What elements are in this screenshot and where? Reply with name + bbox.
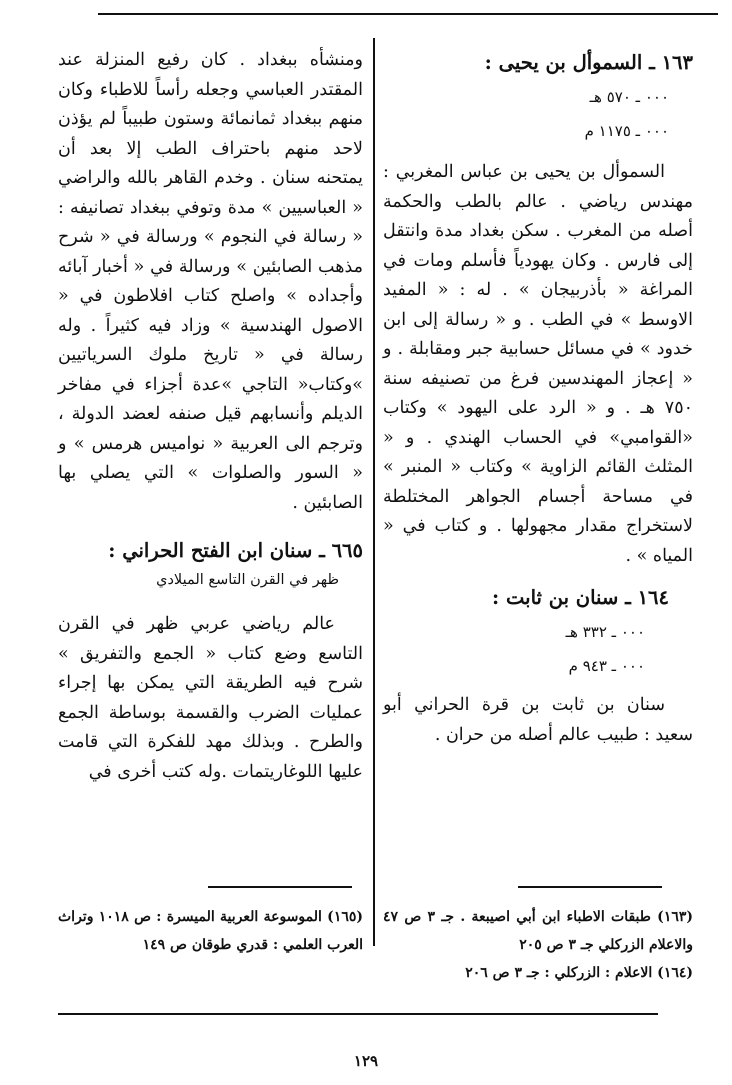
footnote-164: (١٦٤) الاعلام : الزركلي : جـ ٣ ص ٢٠٦ <box>465 965 693 981</box>
entry-163-date-hijri: ٠٠٠ ـ ٥٧٠ هـ <box>589 88 669 106</box>
entry-163-date-ad: ٠٠٠ ـ ١١٧٥ م <box>584 122 669 140</box>
column-divider <box>373 38 375 946</box>
entry-165-text: عالم رياضي عربي ظهر في القرن التاسع وضع كتاب « الجمع والتفريق » شرح فيه الطريقة التي يمكن بها إجراء عمليات الضرب والقسمة بوساطة الجمع والطرح . وبذلك مهد للفكرة التي قامت عليها اللوغاريتمات .وله كتب أخرى في <box>58 614 363 782</box>
entry-163-text: السموأل بن يحيى بن عباس المغربي : مهندس رياضي . عالم بالطب والحكمة أصله من المغرب . سكن بغداد مدة وانتقل إلى فارس . وكان يهودياً فأسلم ومات في المراغة « بأذربيجان » . له : « المفيد الاوسط » في الطب . و « رسالة إلى ابن خدود » في مسائل حسابية جبر ومقابلة . و « إعجاز المهندسين فرغ من تصنيفه سنة ٧٥٠ هـ . و « الرد على اليهود » وكتاب «القوامبي» في الحساب الهندي . و « المثلث القائم الزاوية » وكتاب « المنبر » في مساحة أجسام الجواهر المختلطة لاستخراج مقدار مجهولها . و كتاب في « المياه » . <box>383 162 693 566</box>
right-footnote-rule <box>518 886 662 888</box>
footnote-163: (١٦٣) طبقات الاطباء ابن أبي اصيبعة . جـ ٣ ص ٤٧ والاعلام الزركلي جـ ٣ ص ٢٠٥ <box>383 909 693 953</box>
entry-163 <box>383 46 693 571</box>
top-rule <box>98 13 718 15</box>
entry-164-date-hijri: ٠٠٠ ـ ٣٣٢ هـ <box>565 623 645 641</box>
entry-164-text: سنان بن ثابت بن قرة الحراني أبو سعيد : طبيب عالم أصله من حران . <box>383 695 693 745</box>
page-number: ١٢٩ <box>353 1052 379 1070</box>
entry-164-continuation: ومنشأه ببغداد . كان رفيع المنزلة عند المقتدر العباسي وجعله رأساً للاطباء وكان منهم ببغداد ثمانمائة وستون طبيباً لم يؤذن لاحد منهم باحتراف الطب إلا بعد أن يمتحنه سنان . وخدم القاهر بالله والراضي « العباسيين » مدة وتوفي ببغداد تصانيفه : « رسالة في النجوم » ورسالة في « شرح مذهب الصابئين » ورسالة في « أخبار آبائه وأجداده » واصلح كتاب افلاطون في « الاصول الهندسية » وزاد فيه كثيراً . وله رسالة في « تاريخ ملوك السرياتيين »وكتاب« التاجي »عدة أجزاء في مفاخر الديلم وأنسابهم قيل صنفه لعضد الدولة ، وترجم الى العربية « نواميس هرمس » و « السور والصلوات » التي يصلي بها الصابئين . <box>58 50 363 513</box>
bottom-rule <box>58 1013 658 1015</box>
entry-164 <box>383 581 693 750</box>
entry-165-heading: ٦٦٥ ـ سنان ابن الفتح الحراني : <box>108 539 363 562</box>
right-footnotes <box>383 903 693 987</box>
entry-164-heading: ١٦٤ ـ سنان بن ثابت : <box>492 586 669 609</box>
entry-164-date-ad: ٠٠٠ ـ ٩٤٣ م <box>568 657 645 675</box>
left-column <box>58 46 363 787</box>
entry-165-subheading: ظهر في القرن التاسع الميلادي <box>156 572 339 588</box>
right-column <box>383 46 693 750</box>
footnote-165: (١٦٥) الموسوعة العربية الميسرة : ص ١٠١٨ وتراث العرب العلمي : قدري طوقان ص ١٤٩ <box>58 909 363 953</box>
entry-163-heading: ١٦٣ ـ السموأل بن يحيى : <box>484 51 693 74</box>
left-footnotes <box>58 903 363 959</box>
left-footnote-rule <box>208 886 352 888</box>
entry-165 <box>58 534 363 787</box>
